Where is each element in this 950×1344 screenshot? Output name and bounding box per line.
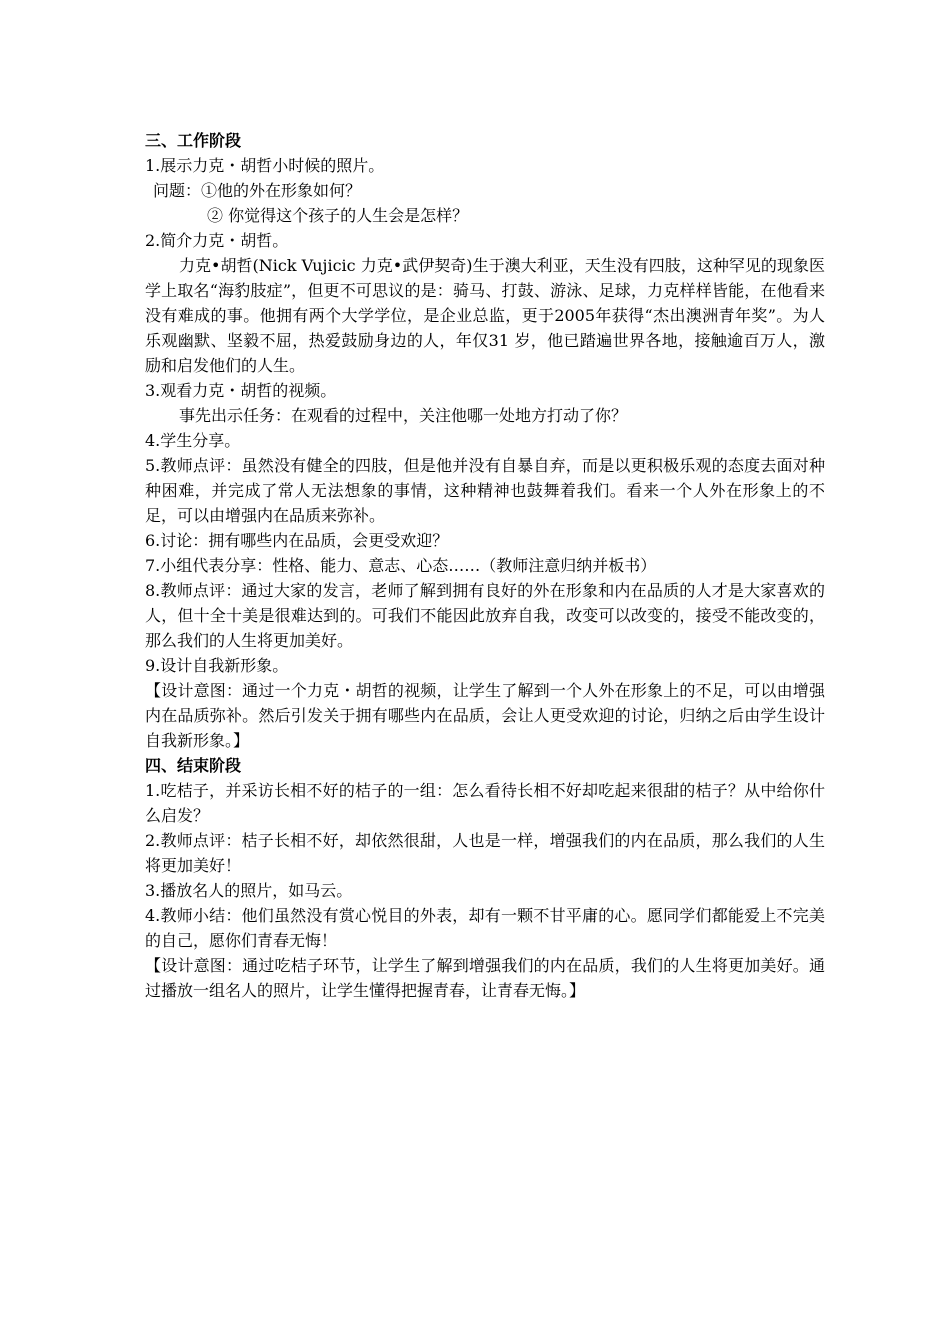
step-8: 8.教师点评：通过大家的发言，老师了解到拥有良好的外在形象和内在品质的人才是大家喜欢的人，但十全十美是很难达到的。可我们不能因此放弃自我，改变可以改变的，接受不能改变的，那么我们的人生将更加美好。 [145,581,825,650]
step-2: 2.简介力克・胡哲。 [145,231,289,250]
section-heading-work-stage: 三、工作阶段 [145,131,242,150]
design-intent-3: 【设计意图：通过一个力克・胡哲的视频，让学生了解到一个人外在形象上的不足，可以由增强内在品质弥补。然后引发关于拥有哪些内在品质，会让人更受欢迎的讨论，归纳之后由学生设计自我新形象。】 [145,681,825,750]
viewing-task: 事先出示任务：在观看的过程中，关注他哪一处地方打动了你？ [179,406,628,425]
step-7: 7.小组代表分享：性格、能力、意志、心态……（教师注意归纳并板书） [145,556,657,575]
closing-step-2: 2.教师点评：桔子长相不好，却依然很甜，人也是一样，增强我们的内在品质，那么我们的人生将更加美好！ [145,831,825,875]
question-1: 问题：①他的外在形象如何？ [153,181,362,200]
section-heading-closing-stage: 四、结束阶段 [145,756,242,775]
design-intent-4: 【设计意图：通过吃桔子环节，让学生了解到增强我们的内在品质，我们的人生将更加美好。通过播放一组名人的照片，让学生懂得把握青春，让青春无悔。】 [145,956,825,1000]
step-9: 9.设计自我新形象。 [145,656,289,675]
document-page [145,128,825,1003]
closing-step-3: 3.播放名人的照片，如马云。 [145,881,353,900]
question-2: ② 你觉得这个孩子的人生会是怎样？ [207,206,469,225]
step-4: 4.学生分享。 [145,431,241,450]
nick-vujicic-intro: 力克•胡哲(Nick Vujicic 力克•武伊契奇)生于澳大利亚，天生没有四肢，这种罕见的现象医学上取名“海豹肢症”，但更不可思议的是：骑马、打鼓、游泳、足球，力克样样皆能，在他看来没有难成的事。他拥有两个大学学位，是企业总监，更于2005年获得“杰出澳洲青年奖”。为人乐观幽默、坚毅不屈，热爱鼓励身边的人，年仅31 岁，他已踏遍世界各地，接触逾百万人，激励和启发他们的人生。 [145,256,825,375]
closing-step-4: 4.教师小结：他们虽然没有赏心悦目的外表，却有一颗不甘平庸的心。愿同学们都能爱上不完美的自己，愿你们青春无悔！ [145,906,825,950]
step-6: 6.讨论：拥有哪些内在品质，会更受欢迎？ [145,531,449,550]
step-5: 5.教师点评：虽然没有健全的四肢，但是他并没有自暴自弃，而是以更积极乐观的态度去面对种种困难，并完成了常人无法想象的事情，这种精神也鼓舞着我们。看来一个人外在形象上的不足，可以由增强内在品质来弥补。 [145,456,825,525]
step-1: 1.展示力克・胡哲小时候的照片。 [145,156,385,175]
step-3: 3.观看力克・胡哲的视频。 [145,381,337,400]
closing-step-1: 1.吃桔子，并采访长相不好的桔子的一组：怎么看待长相不好却吃起来很甜的桔子？从中给你什么启发？ [145,781,825,825]
